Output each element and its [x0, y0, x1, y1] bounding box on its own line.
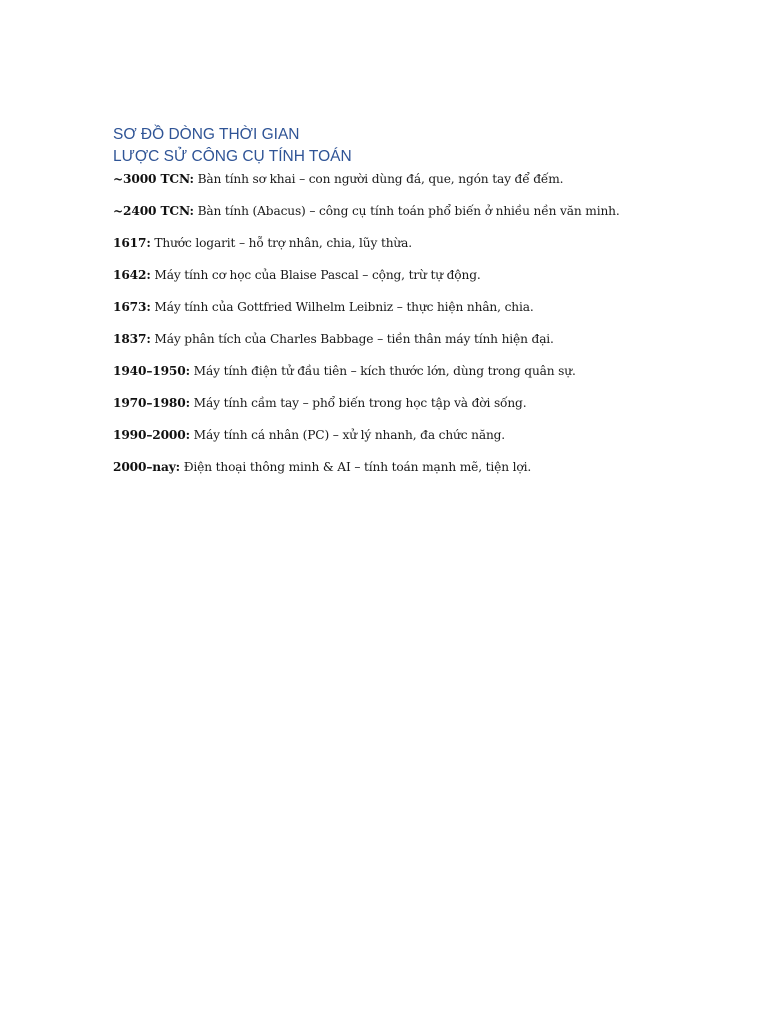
entry-date: ~3000 TCN:	[113, 172, 194, 186]
entry-date: 1673:	[113, 300, 151, 314]
timeline-entry	[113, 457, 673, 489]
entry-date: 1617:	[113, 236, 151, 250]
timeline-entry	[113, 201, 673, 233]
entry-date: 1642:	[113, 268, 151, 282]
entry-date: 2000–nay:	[113, 460, 181, 474]
entry-text: Điện thoại thông minh & AI – tính toán mạnh mẽ, tiện lợi.	[180, 460, 532, 474]
timeline-entry	[113, 425, 673, 457]
entry-date: 1990–2000:	[113, 428, 190, 442]
entry-date: ~2400 TCN:	[113, 204, 194, 218]
timeline-entry	[113, 265, 673, 297]
timeline-entry	[113, 361, 673, 393]
entry-text: Máy tính điện tử đầu tiên – kích thước lớn, dùng trong quân sự.	[189, 364, 576, 378]
entry-text: Máy phân tích của Charles Babbage – tiền thân máy tính hiện đại.	[150, 332, 554, 346]
timeline-entry	[113, 297, 673, 329]
title-line-2: LƯỢC SỬ CÔNG CỤ TÍNH TOÁN	[113, 148, 352, 165]
timeline-entry	[113, 329, 673, 361]
document-body	[113, 124, 673, 489]
timeline-list	[113, 169, 673, 489]
timeline-entry	[113, 169, 673, 201]
title-line-1: SƠ ĐỒ DÒNG THỜI GIAN	[113, 126, 300, 143]
entry-date: 1940–1950:	[113, 364, 190, 378]
entry-text: Máy tính cá nhân (PC) – xử lý nhanh, đa chức năng.	[189, 428, 506, 442]
timeline-entry	[113, 233, 673, 265]
entry-text: Máy tính cơ học của Blaise Pascal – cộng, trừ tự động.	[150, 268, 481, 282]
entry-text: Máy tính cầm tay – phổ biến trong học tập và đời sống.	[189, 396, 527, 410]
entry-date: 1970–1980:	[113, 396, 190, 410]
timeline-entry	[113, 393, 673, 425]
entry-text: Bàn tính sơ khai – con người dùng đá, que, ngón tay để đếm.	[193, 172, 564, 186]
entry-text: Bàn tính (Abacus) – công cụ tính toán phổ biến ở nhiều nền văn minh.	[193, 204, 620, 218]
entry-date: 1837:	[113, 332, 151, 346]
entry-text: Thước logarit – hỗ trợ nhân, chia, lũy thừa.	[150, 236, 412, 250]
entry-text: Máy tính của Gottfried Wilhelm Leibniz – thực hiện nhân, chia.	[150, 300, 534, 314]
